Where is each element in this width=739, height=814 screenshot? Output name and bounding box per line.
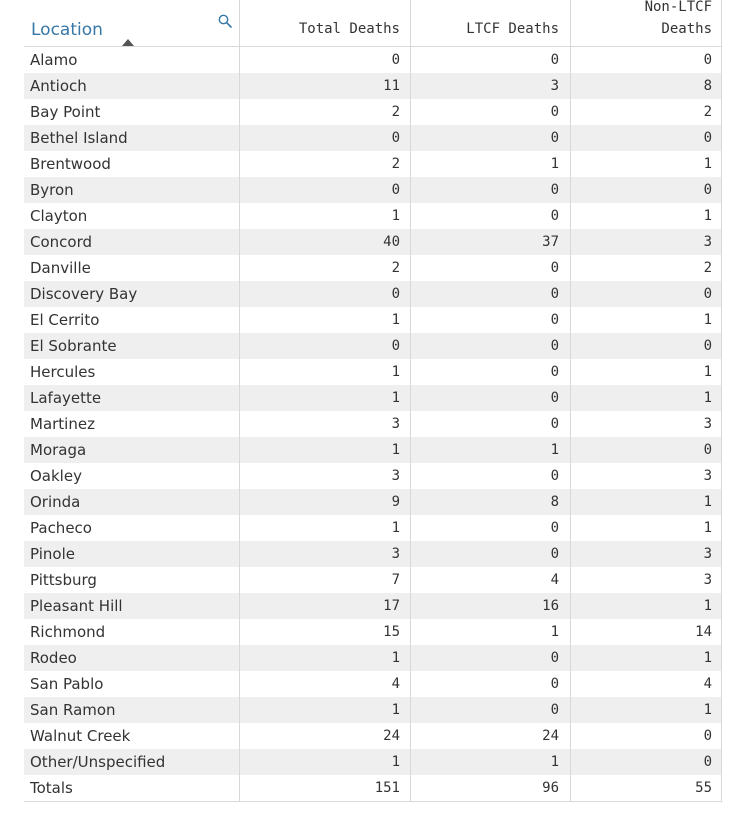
table-row[interactable] xyxy=(24,489,722,515)
cell-non-ltcf-deaths: 3 xyxy=(703,546,712,562)
cell-location: San Ramon xyxy=(30,701,116,719)
table-row[interactable] xyxy=(24,437,722,463)
cell-ltcf-deaths: 16 xyxy=(542,598,559,614)
table-row[interactable] xyxy=(24,333,722,359)
table-row[interactable] xyxy=(24,307,722,333)
cell-total-deaths: 7 xyxy=(391,572,400,588)
cell-total-deaths: 9 xyxy=(391,494,400,510)
cell-non-ltcf-deaths: 3 xyxy=(703,468,712,484)
cell-location: Concord xyxy=(30,233,93,251)
cell-non-ltcf-deaths: 4 xyxy=(703,676,712,692)
cell-location: Byron xyxy=(30,181,74,199)
cell-total-deaths: 17 xyxy=(383,598,400,614)
table-header xyxy=(24,0,722,47)
column-header-location-label: Location xyxy=(31,20,103,40)
cell-total-deaths: 0 xyxy=(391,182,400,198)
cell-total-deaths: 1 xyxy=(391,442,400,458)
column-header-ltcf-deaths[interactable] xyxy=(411,0,559,46)
cell-total-deaths: 3 xyxy=(391,416,400,432)
cell-non-ltcf-deaths: 3 xyxy=(703,234,712,250)
cell-location: Antioch xyxy=(30,77,87,95)
cell-ltcf-deaths: 8 xyxy=(550,494,559,510)
cell-non-ltcf-deaths: 1 xyxy=(703,520,712,536)
cell-location: Pittsburg xyxy=(30,571,97,589)
table-row[interactable] xyxy=(24,697,722,723)
cell-non-ltcf-deaths: 3 xyxy=(703,572,712,588)
cell-total-deaths: 1 xyxy=(391,650,400,666)
table-row[interactable] xyxy=(24,203,722,229)
cell-location: San Pablo xyxy=(30,675,104,693)
cell-total-deaths: 15 xyxy=(383,624,400,640)
cell-non-ltcf-deaths: 1 xyxy=(703,702,712,718)
table-row[interactable] xyxy=(24,567,722,593)
cell-location: Walnut Creek xyxy=(30,727,131,745)
cell-ltcf-deaths: 0 xyxy=(550,208,559,224)
cell-total-deaths: 3 xyxy=(391,468,400,484)
column-divider xyxy=(410,0,411,801)
table-row[interactable] xyxy=(24,151,722,177)
cell-total-deaths: 0 xyxy=(391,286,400,302)
cell-non-ltcf-deaths: 3 xyxy=(703,416,712,432)
cell-location: Lafayette xyxy=(30,389,102,407)
cell-total-deaths: 2 xyxy=(391,156,400,172)
cell-location: El Cerrito xyxy=(30,311,100,329)
table-row[interactable] xyxy=(24,255,722,281)
cell-location: Clayton xyxy=(30,207,88,225)
cell-non-ltcf-deaths: 0 xyxy=(703,182,712,198)
table-row[interactable] xyxy=(24,281,722,307)
cell-ltcf-deaths: 0 xyxy=(550,52,559,68)
totals-row xyxy=(24,775,722,802)
cell-non-ltcf-deaths: 14 xyxy=(695,624,712,640)
cell-non-ltcf-deaths: 0 xyxy=(703,442,712,458)
cell-location: Pinole xyxy=(30,545,75,563)
table-row[interactable] xyxy=(24,541,722,567)
cell-ltcf-deaths: 3 xyxy=(550,78,559,94)
totals-total-deaths: 151 xyxy=(374,780,400,796)
table-row[interactable] xyxy=(24,73,722,99)
table-row[interactable] xyxy=(24,593,722,619)
column-header-location[interactable] xyxy=(30,0,230,46)
cell-location: Pacheco xyxy=(30,519,92,537)
cell-non-ltcf-deaths: 2 xyxy=(703,260,712,276)
cell-location: Oakley xyxy=(30,467,82,485)
cell-ltcf-deaths: 1 xyxy=(550,442,559,458)
table-row[interactable] xyxy=(24,177,722,203)
column-header-non-ltcf-line2: Deaths xyxy=(661,21,712,37)
table-row[interactable] xyxy=(24,671,722,697)
cell-location: Discovery Bay xyxy=(30,285,138,303)
cell-non-ltcf-deaths: 1 xyxy=(703,312,712,328)
cell-total-deaths: 1 xyxy=(391,390,400,406)
table-row[interactable] xyxy=(24,749,722,775)
table-row[interactable] xyxy=(24,385,722,411)
cell-total-deaths: 1 xyxy=(391,754,400,770)
cell-location: Orinda xyxy=(30,493,81,511)
cell-location: Danville xyxy=(30,259,91,277)
cell-ltcf-deaths: 0 xyxy=(550,130,559,146)
cell-ltcf-deaths: 0 xyxy=(550,416,559,432)
cell-total-deaths: 0 xyxy=(391,52,400,68)
cell-total-deaths: 1 xyxy=(391,208,400,224)
cell-non-ltcf-deaths: 0 xyxy=(703,130,712,146)
cell-non-ltcf-deaths: 1 xyxy=(703,364,712,380)
cell-non-ltcf-deaths: 0 xyxy=(703,286,712,302)
cell-ltcf-deaths: 0 xyxy=(550,390,559,406)
cell-non-ltcf-deaths: 1 xyxy=(703,598,712,614)
cell-non-ltcf-deaths: 8 xyxy=(703,78,712,94)
cell-total-deaths: 40 xyxy=(383,234,400,250)
cell-ltcf-deaths: 1 xyxy=(550,624,559,640)
cell-total-deaths: 0 xyxy=(391,338,400,354)
cell-total-deaths: 2 xyxy=(391,260,400,276)
cell-non-ltcf-deaths: 1 xyxy=(703,156,712,172)
table-row[interactable] xyxy=(24,125,722,151)
search-icon[interactable] xyxy=(218,14,232,28)
cell-total-deaths: 1 xyxy=(391,520,400,536)
table-row[interactable] xyxy=(24,463,722,489)
cell-ltcf-deaths: 1 xyxy=(550,754,559,770)
column-header-ltcf-deaths-label: LTCF Deaths xyxy=(466,21,559,37)
column-header-total-deaths[interactable] xyxy=(240,0,400,46)
cell-total-deaths: 11 xyxy=(383,78,400,94)
table-row[interactable] xyxy=(24,515,722,541)
cell-location: Rodeo xyxy=(30,649,77,667)
cell-total-deaths: 1 xyxy=(391,312,400,328)
table-row[interactable] xyxy=(24,359,722,385)
table-row[interactable] xyxy=(24,723,722,749)
cell-total-deaths: 4 xyxy=(391,676,400,692)
table-row[interactable] xyxy=(24,619,722,645)
cell-location: Bethel Island xyxy=(30,129,128,147)
cell-non-ltcf-deaths: 0 xyxy=(703,728,712,744)
cell-ltcf-deaths: 0 xyxy=(550,286,559,302)
cell-total-deaths: 24 xyxy=(383,728,400,744)
cell-location: Hercules xyxy=(30,363,96,381)
column-divider xyxy=(570,0,571,801)
cell-ltcf-deaths: 0 xyxy=(550,702,559,718)
column-header-total-deaths-label: Total Deaths xyxy=(298,21,400,37)
cell-location: Other/Unspecified xyxy=(30,753,166,771)
cell-ltcf-deaths: 0 xyxy=(550,468,559,484)
table-row[interactable] xyxy=(24,99,722,125)
cell-ltcf-deaths: 0 xyxy=(550,182,559,198)
column-divider xyxy=(239,0,240,801)
cell-total-deaths: 3 xyxy=(391,546,400,562)
cell-non-ltcf-deaths: 1 xyxy=(703,650,712,666)
cell-total-deaths: 2 xyxy=(391,104,400,120)
cell-non-ltcf-deaths: 0 xyxy=(703,52,712,68)
totals-ltcf-deaths: 96 xyxy=(542,780,559,796)
cell-ltcf-deaths: 4 xyxy=(550,572,559,588)
cell-ltcf-deaths: 24 xyxy=(542,728,559,744)
column-header-non-ltcf-deaths[interactable] xyxy=(571,0,712,46)
cell-ltcf-deaths: 0 xyxy=(550,338,559,354)
sort-ascending-icon[interactable] xyxy=(122,39,134,46)
cell-total-deaths: 0 xyxy=(391,130,400,146)
cell-ltcf-deaths: 0 xyxy=(550,650,559,666)
cell-total-deaths: 1 xyxy=(391,364,400,380)
column-header-non-ltcf-line1: Non-LTCF xyxy=(644,0,712,15)
cell-non-ltcf-deaths: 1 xyxy=(703,390,712,406)
cell-ltcf-deaths: 37 xyxy=(542,234,559,250)
cell-location: El Sobrante xyxy=(30,337,117,355)
cell-location: Alamo xyxy=(30,51,78,69)
cell-non-ltcf-deaths: 0 xyxy=(703,338,712,354)
table-row[interactable] xyxy=(24,47,722,73)
cell-ltcf-deaths: 0 xyxy=(550,312,559,328)
cell-location: Brentwood xyxy=(30,155,111,173)
totals-label: Totals xyxy=(30,779,73,797)
table-row[interactable] xyxy=(24,645,722,671)
cell-location: Richmond xyxy=(30,623,106,641)
cell-total-deaths: 1 xyxy=(391,702,400,718)
column-divider xyxy=(721,0,722,801)
table-row[interactable] xyxy=(24,411,722,437)
cell-location: Moraga xyxy=(30,441,87,459)
cell-location: Bay Point xyxy=(30,103,101,121)
cell-location: Pleasant Hill xyxy=(30,597,123,615)
cell-ltcf-deaths: 0 xyxy=(550,520,559,536)
cell-ltcf-deaths: 0 xyxy=(550,260,559,276)
table-body xyxy=(24,47,722,775)
cell-non-ltcf-deaths: 2 xyxy=(703,104,712,120)
table-row[interactable] xyxy=(24,229,722,255)
totals-non-ltcf-deaths: 55 xyxy=(695,780,712,796)
deaths-table xyxy=(24,0,722,802)
cell-ltcf-deaths: 0 xyxy=(550,104,559,120)
cell-ltcf-deaths: 0 xyxy=(550,676,559,692)
cell-ltcf-deaths: 0 xyxy=(550,546,559,562)
cell-non-ltcf-deaths: 1 xyxy=(703,208,712,224)
cell-non-ltcf-deaths: 1 xyxy=(703,494,712,510)
cell-location: Martinez xyxy=(30,415,95,433)
cell-non-ltcf-deaths: 0 xyxy=(703,754,712,770)
cell-ltcf-deaths: 0 xyxy=(550,364,559,380)
cell-ltcf-deaths: 1 xyxy=(550,156,559,172)
